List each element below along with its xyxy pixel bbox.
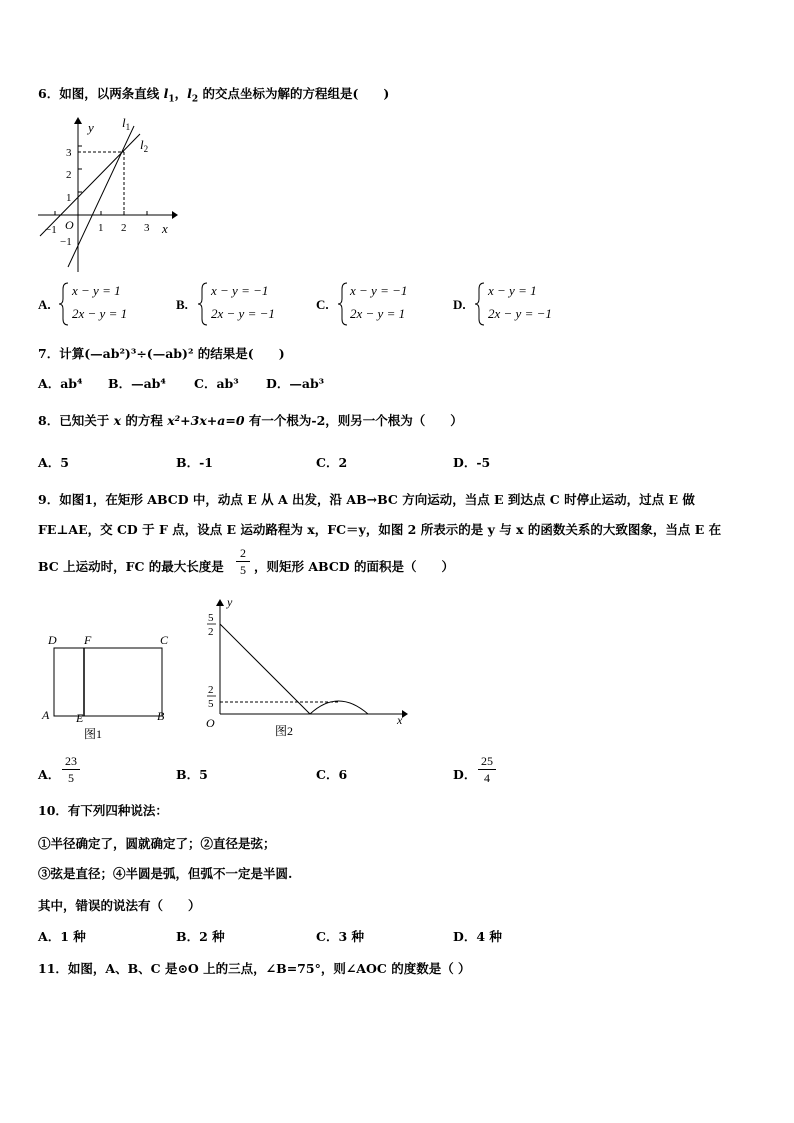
origin-label: O [206, 716, 215, 730]
x-axis-arrow-icon [172, 211, 178, 219]
q10-option-a[interactable]: A．1 种 [38, 929, 86, 944]
q11-stem: 11．如图，A、B、C 是⊙O 上的三点，∠B=75°，则∠AOC 的度数是（ ） [38, 961, 471, 976]
q6-graph [30, 112, 180, 272]
q7-option-d[interactable]: D．—ab³ [266, 376, 325, 391]
brace-icon [474, 281, 486, 327]
q10-stem: 10．有下列四种说法： [38, 803, 168, 818]
q10-statement-3-4: ③弦是直径；④半圆是弧，但弧不一定是半圆. [38, 866, 293, 881]
q9-option-a-fraction: 23 5 [62, 754, 80, 785]
graph-arc [310, 701, 368, 714]
label-c: C [160, 633, 169, 647]
tick-y-2: 2 [66, 169, 72, 181]
tick-5-2-den: 2 [208, 626, 214, 638]
label-a: A [42, 708, 50, 722]
tick-y-1: 1 [66, 192, 72, 204]
tick-x-neg1: −1 [45, 224, 57, 236]
q10-question: 其中，错误的说法有（ ） [38, 898, 201, 913]
label-b: B [157, 709, 165, 723]
label-f: F [84, 633, 92, 647]
figure2-caption: 图2 [275, 724, 294, 738]
label-e: E [76, 711, 84, 725]
x-axis-label: x [162, 221, 168, 236]
brace-icon [337, 281, 349, 327]
q9-stem-line2: FE⊥AE，交 CD 于 F 点，设点 E 运动路程为 x，FC＝y，如图 2 所表示的是 y 与 x 的函数关系的大致图象，当点 E 在 [38, 522, 722, 537]
q9-figure1 [36, 628, 186, 743]
q8-option-a[interactable]: A．5 [38, 455, 69, 470]
y-axis-label: y [88, 120, 94, 135]
q6-option-a-letter[interactable]: A. [38, 297, 51, 312]
q7-stem: 7．计算(—ab²)³÷(—ab)² 的结果是( ) [38, 346, 285, 361]
q8-option-b[interactable]: B．-1 [176, 455, 213, 470]
q9-stem-line3a: BC 上运动时，FC 的最大长度是 [38, 559, 224, 574]
q9-option-b[interactable]: B．5 [176, 767, 208, 782]
tick-x-3: 3 [144, 222, 150, 234]
tick-y-3: 3 [66, 147, 72, 159]
l1-label: $l_1$ [122, 115, 131, 132]
tick-5-2-num: 5 [208, 612, 214, 624]
q7-option-c[interactable]: C．ab³ [194, 376, 239, 391]
q10-option-d[interactable]: D．4 种 [453, 929, 502, 944]
q8-option-c[interactable]: C．2 [316, 455, 348, 470]
q6-stem: 6．如图，以两条直线 $l_1$，$l_2$ 的交点坐标为解的方程组是( ) [38, 86, 390, 105]
q9-option-d-letter[interactable]: D． [453, 767, 477, 782]
q9-option-c[interactable]: C．6 [316, 767, 348, 782]
q9-stem-line3b: ，则矩形 ABCD 的面积是（ ） [254, 559, 454, 574]
q9-option-d-fraction: 25 4 [478, 754, 496, 785]
y-axis-arrow-icon [216, 599, 224, 606]
q9-stem-line1: 9．如图1，在矩形 ABCD 中，动点 E 从 A 出发，沿 AB→BC 方向运动，当点 E 到达点 C 时停止运动，过点 E 做 [38, 492, 695, 507]
q9-option-a-letter[interactable]: A． [38, 767, 61, 782]
tick-2-5-den: 5 [208, 698, 214, 710]
brace-icon [197, 281, 209, 327]
q8-option-d[interactable]: D．-5 [453, 455, 491, 470]
q10-option-b[interactable]: B．2 种 [176, 929, 225, 944]
x-axis-arrow-icon [402, 710, 408, 718]
brace-icon [58, 281, 70, 327]
tick-y-neg1: −1 [60, 236, 72, 248]
rectangle-abcd [54, 648, 162, 716]
q6-option-d-letter[interactable]: D. [453, 297, 466, 312]
q10-option-c[interactable]: C．3 种 [316, 929, 364, 944]
x-axis-label: x [397, 713, 403, 727]
q7-option-b[interactable]: B．—ab⁴ [108, 376, 166, 391]
q7-option-a[interactable]: A．ab⁴ [38, 376, 83, 391]
q10-statement-1-2: ①半径确定了，圆就确定了；②直径是弦； [38, 836, 276, 851]
tick-x-1: 1 [98, 222, 104, 234]
tick-x-2: 2 [121, 222, 127, 234]
q9-fraction-2-5: 2 5 [236, 546, 250, 577]
q9-figure2 [200, 592, 415, 742]
y-axis-label: y [227, 595, 233, 609]
l2-label: $l_2$ [140, 137, 149, 154]
q8-stem: 8．已知关于 x 的方程 x²+3x+a=0 有一个根为-2，则另一个根为（ ） [38, 413, 463, 428]
origin-label: O [65, 218, 74, 232]
q6-option-b-letter[interactable]: B. [176, 297, 188, 312]
y-axis-arrow-icon [74, 117, 82, 124]
q6-option-c-letter[interactable]: C. [316, 297, 329, 312]
figure1-caption: 图1 [84, 727, 103, 741]
tick-2-5-num: 2 [208, 684, 214, 696]
graph-line-segment [220, 624, 310, 714]
label-d: D [48, 633, 57, 647]
